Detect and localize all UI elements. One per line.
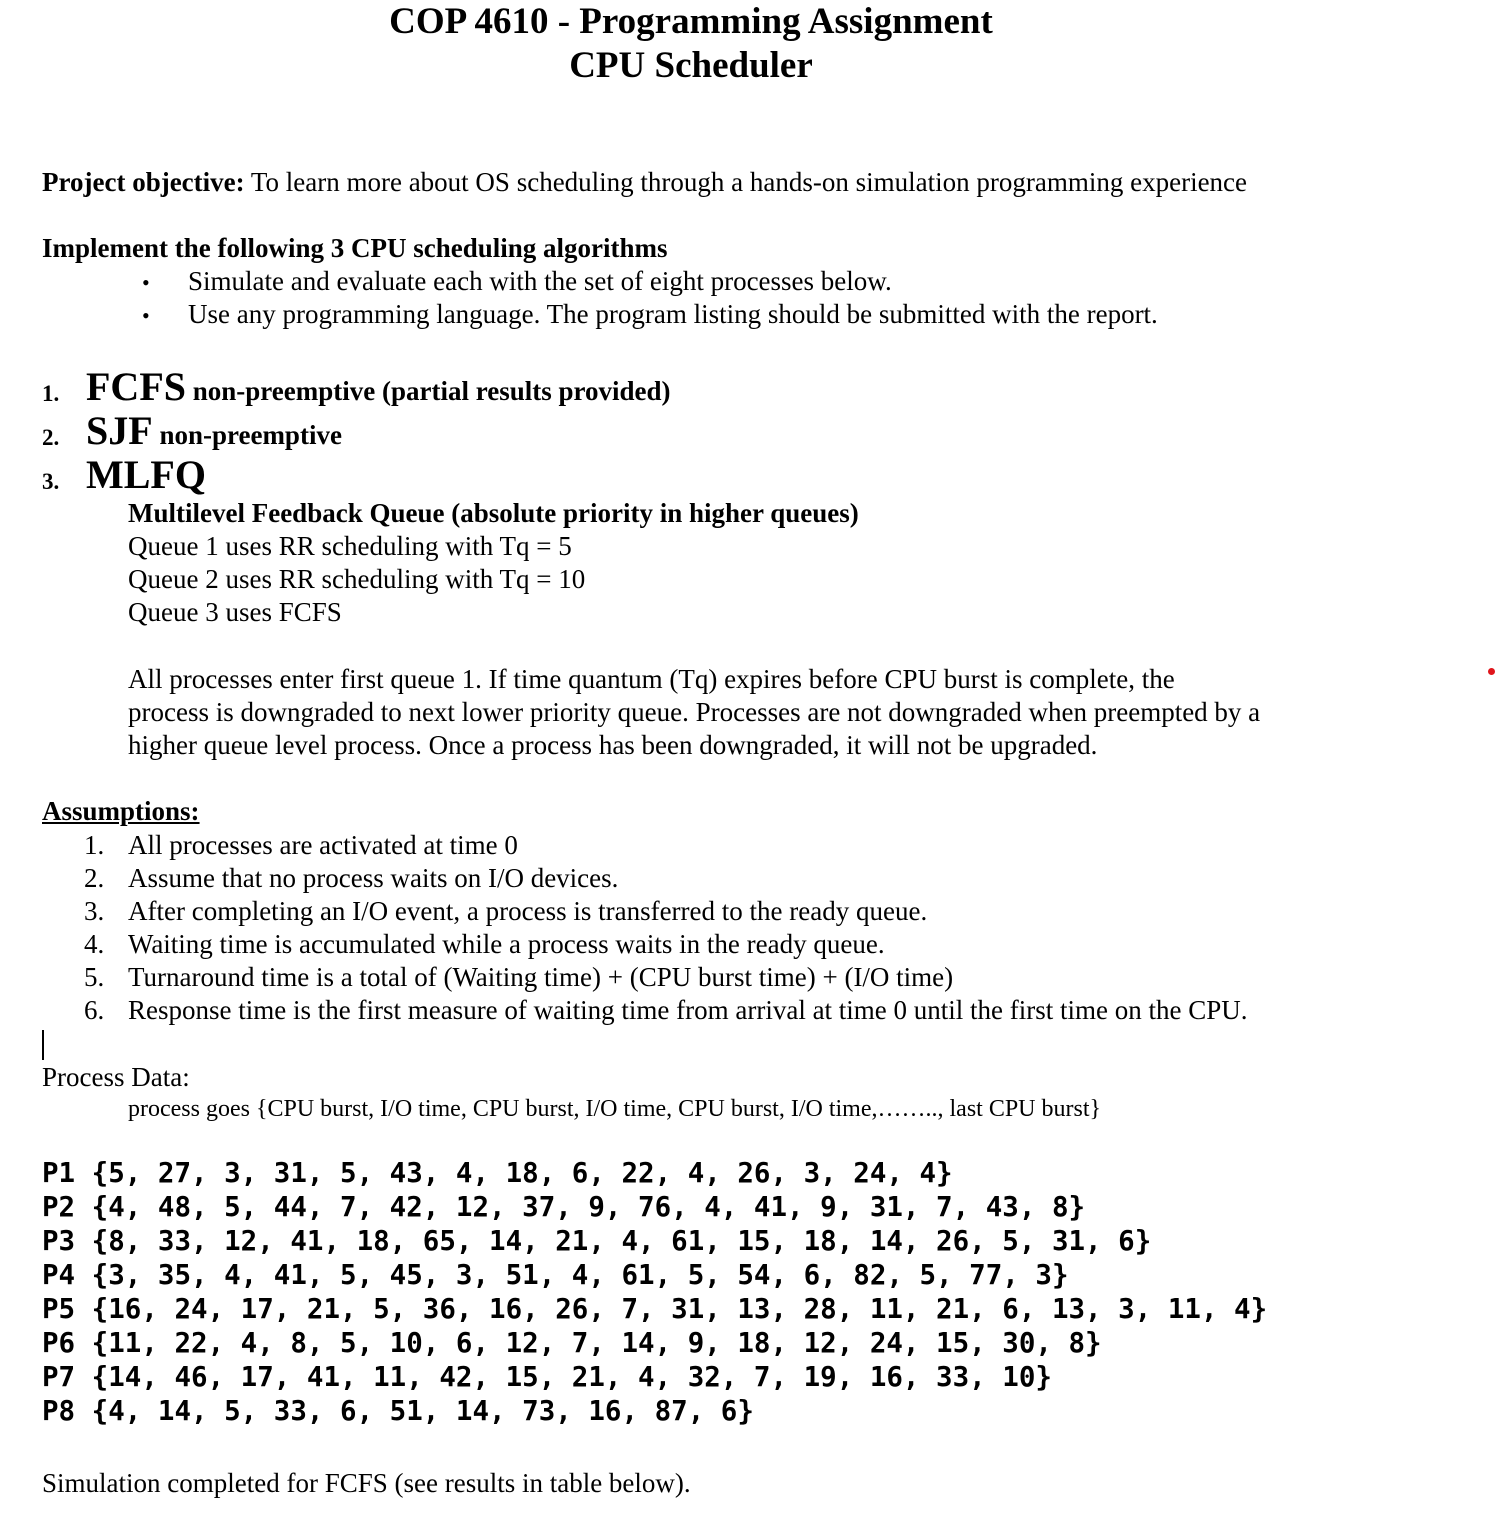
process-row-p7: P7 {14, 46, 17, 41, 11, 42, 15, 21, 4, 32, 7, 19, 16, 33, 10} — [42, 1361, 1052, 1393]
mlfq-heading: Multilevel Feedback Queue (absolute priority in higher queues) — [128, 498, 859, 528]
assumption-text: All processes are activated at time 0 — [128, 830, 518, 860]
assumption-number: 6. — [84, 995, 105, 1025]
process-row-p8: P8 {4, 14, 5, 33, 6, 51, 14, 73, 16, 87, 6} — [42, 1395, 754, 1427]
process-row-p1: P1 {5, 27, 3, 31, 5, 43, 4, 18, 6, 22, 4, 26, 3, 24, 4} — [42, 1157, 953, 1189]
mlfq-queue-2: Queue 2 uses RR scheduling with Tq = 10 — [128, 564, 586, 594]
bullet-item-2: Use any programming language. The program listing should be submitted with the report. — [188, 299, 1158, 329]
process-data-format: process goes {CPU burst, I/O time, CPU burst, I/O time, CPU burst, I/O time,…….., last CPU burst} — [128, 1096, 1102, 1122]
mlfq-paragraph-line: process is downgraded to next lower priority queue. Processes are not downgraded when preempted by a — [128, 697, 1261, 727]
algorithm-name: SJF — [86, 408, 153, 453]
process-row-p4: P4 {3, 35, 4, 41, 5, 45, 3, 51, 4, 61, 5, 54, 6, 82, 5, 77, 3} — [42, 1259, 1069, 1291]
assumption-text: Response time is the first measure of waiting time from arrival at time 0 until the first time on the CPU. — [128, 995, 1248, 1025]
red-dot-marker — [1488, 668, 1495, 675]
mlfq-paragraph-line: All processes enter first queue 1. If time quantum (Tq) expires before CPU burst is complete, the — [128, 664, 1175, 694]
mlfq-paragraph-line: higher queue level process. Once a process has been downgraded, it will not be upgraded. — [128, 730, 1098, 760]
assumptions-heading: Assumptions: — [42, 796, 200, 826]
assumption-number: 5. — [84, 962, 105, 992]
page-title: COP 4610 - Programming Assignment — [389, 1, 993, 42]
process-row-p6: P6 {11, 22, 4, 8, 5, 10, 6, 12, 7, 14, 9, 18, 12, 24, 15, 30, 8} — [42, 1327, 1102, 1359]
assumption-number: 1. — [84, 830, 105, 860]
algorithm-number-3: 3. — [42, 469, 60, 494]
text-cursor — [42, 1030, 44, 1060]
objective-line — [42, 166, 1247, 199]
algorithm-number-2: 2. — [42, 425, 60, 450]
algorithm-desc: non-preemptive — [152, 420, 342, 450]
assumption-text: After completing an I/O event, a process is transferred to the ready queue. — [128, 896, 928, 926]
bullet-item-1: Simulate and evaluate each with the set of eight processes below. — [188, 266, 892, 296]
assumption-number: 4. — [84, 929, 105, 959]
assumption-number: 2. — [84, 863, 105, 893]
process-row-p2: P2 {4, 48, 5, 44, 7, 42, 12, 37, 9, 76, 4, 41, 9, 31, 7, 43, 8} — [42, 1191, 1086, 1223]
objective-label: Project objective: — [42, 167, 245, 197]
assumption-number: 3. — [84, 896, 105, 926]
process-row-p3: P3 {8, 33, 12, 41, 18, 65, 14, 21, 4, 61, 15, 18, 14, 26, 5, 31, 6} — [42, 1225, 1152, 1257]
bullet-icon: • — [142, 270, 150, 295]
algorithm-name: MLFQ — [86, 452, 206, 497]
assumption-text: Turnaround time is a total of (Waiting time) + (CPU burst time) + (I/O time) — [128, 962, 954, 992]
objective-text: To learn more about OS scheduling through a hands-on simulation programming experience — [244, 167, 1248, 197]
mlfq-queue-3: Queue 3 uses FCFS — [128, 597, 342, 627]
assumption-text: Waiting time is accumulated while a process waits in the ready queue. — [128, 929, 885, 959]
assumption-text: Assume that no process waits on I/O devices. — [128, 863, 619, 893]
algorithm-desc: non-preemptive (partial results provided) — [186, 376, 671, 406]
algorithm-number-1: 1. — [42, 381, 60, 406]
footer-text: Simulation completed for FCFS (see results in table below). — [42, 1468, 691, 1498]
implement-heading: Implement the following 3 CPU scheduling algorithms — [42, 233, 668, 263]
algorithm-name: FCFS — [86, 364, 186, 409]
process-row-p5: P5 {16, 24, 17, 21, 5, 36, 16, 26, 7, 31, 13, 28, 11, 21, 6, 13, 3, 11, 4} — [42, 1293, 1268, 1325]
page-subtitle: CPU Scheduler — [569, 45, 813, 86]
process-data-heading: Process Data: — [42, 1062, 190, 1092]
bullet-icon: • — [142, 303, 150, 328]
mlfq-queue-1: Queue 1 uses RR scheduling with Tq = 5 — [128, 531, 572, 561]
